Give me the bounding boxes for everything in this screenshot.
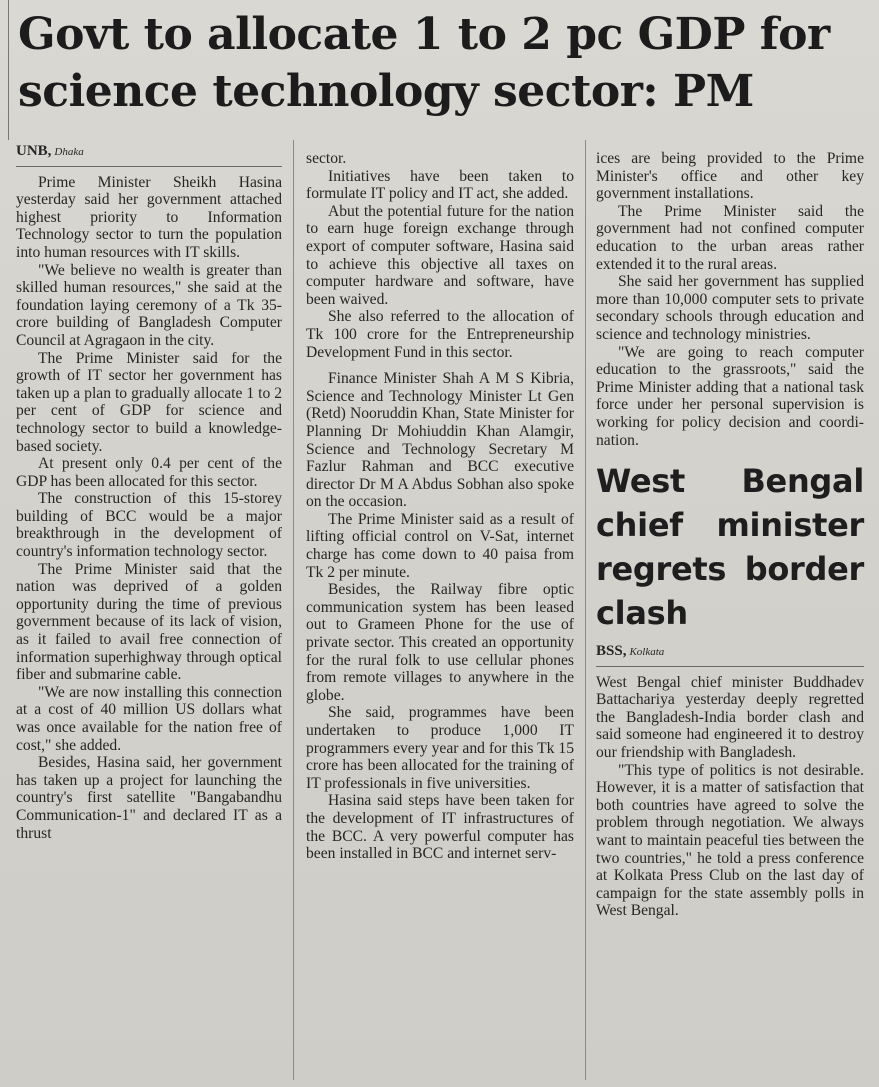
- paragraph: The Prime Minister said that the nation was deprived of a golden opportunity during the time of previous government because of its lack of vision, as it failed to avail free connection of information superhighway through optical fiber and submarine cable.: [16, 560, 282, 684]
- paragraph: Besides, the Railway fibre optic communication system has been leased out to Grameen Phone for the use of private sector. This created an opportunity for the rural folk to use cellular phones from remote villages to anywhere in the globe.: [306, 581, 574, 704]
- paragraph: "We believe no wealth is greater than skilled human resources," she said at the foundation laying ceremony of a Tk 35-crore building of Bangladesh Computer Council at Agragaon in the city.: [16, 261, 282, 349]
- paragraph: "This type of politics is not desirable. However, it is a matter of satisfaction that both countries have agreed to solve the problem through negotiation. We always want to maintain peaceful ties between the two countries," he told a press conference at Kolkata Press Club on the last day of campaign for the state assembly polls in West Bengal.: [596, 761, 864, 920]
- paragraph: At present only 0.4 per cent of the GDP has been allocated for this sector.: [16, 455, 282, 490]
- column-rule: [585, 140, 586, 1080]
- column-rule: [293, 140, 294, 1080]
- paragraph: Besides, Hasina said, her government has taken up a project for launching the country's first satellite "Bangabandhu Communication-1" and declared IT as a thrust: [16, 754, 282, 842]
- paragraph: The construction of this 15-storey building of BCC would be a major breakthrough in the development of country's information technology sector.: [16, 490, 282, 561]
- main-headline: Govt to allocate 1 to 2 pc GDP for science technology sector: PM: [18, 9, 830, 117]
- paragraph: "We are going to reach computer education to the grassroots," said the Prime Minister adding that a national task force under her personal supervision is working for policy decision and coordination.: [596, 343, 864, 449]
- byline-agency: BSS,: [596, 643, 627, 660]
- paragraph: She also referred to the allocation of Tk 100 crore for the Entrepreneurship Development Fund in this sector.: [306, 308, 574, 361]
- article2-byline: [596, 643, 864, 667]
- paragraph: She said, programmes have been undertaken to produce 1,000 IT programmers every year and for this Tk 15 crore has been allocated for the training of IT professionals in five universities.: [306, 704, 574, 792]
- article1-column-3: [596, 150, 864, 920]
- article1-byline: [16, 143, 282, 167]
- column-rule: [8, 0, 9, 140]
- paragraph: The Prime Minister said the government had not confined computer education to the urban areas rather extended it to the rural areas.: [596, 202, 864, 273]
- byline-place: Kolkata: [629, 646, 665, 659]
- paragraph: Initiatives have been taken to formulate IT policy and IT act, she added.: [306, 167, 574, 203]
- article2-headline: West Bengal chief minister regrets border clash: [596, 462, 864, 633]
- paragraph: Prime Minister Sheikh Hasina yesterday said her government attached highest priority to Information Technology sector to turn the population into human resources with IT skills.: [16, 173, 282, 261]
- byline-place: Dhaka: [54, 146, 84, 158]
- paragraph: Finance Minister Shah A M S Kibria, Science and Technology Minister Lt Gen (Retd) Nooruddin Khan, State Minister for Planning Dr Mohiuddin Khan Alamgir, Science and Technology Secretary M Fazlur Rahman and BCC executive director Dr M A Abdus Sobhan also spoke on the occasion.: [306, 370, 574, 511]
- article1-column-2: [306, 150, 574, 863]
- paragraph: sector.: [306, 150, 347, 167]
- byline-agency: UNB,: [16, 143, 52, 159]
- paragraph: Hasina said steps have been taken for the development of IT infrastructures of the BCC. A very powerful computer has been installed in BCC and internet serv-: [306, 792, 574, 863]
- paragraph: The Prime Minister said as a result of lifting official control on V-Sat, internet charge has come down to 40 paisa from Tk 2 per minute.: [306, 510, 574, 581]
- paragraph: Abut the potential future for the nation to earn huge foreign exchange through export of computer software, Hasina said to achieve this objective all taxes on computer hardware and software, have been waived.: [306, 202, 574, 308]
- article1-column-1: [16, 143, 282, 842]
- paragraph: "We are now installing this connection at a cost of 40 million US dollars what was once available for the nation free of cost," she added.: [16, 683, 282, 754]
- paragraph: West Bengal chief minister Buddhadev Battachariya yesterday deeply regretted the Bangladesh-India border clash and said someone had engineered it to destroy our friendship with Bangladesh.: [596, 673, 864, 762]
- paragraph: The Prime Minister said for the growth of IT sector her government has taken up a plan to gradually allocate 1 to 2 per cent of GDP for science and technology sector to build a knowledge-based society.: [16, 349, 282, 455]
- paragraph: She said her government has supplied more than 10,000 computer sets to private secondary schools through education and science and technology ministries.: [596, 273, 864, 343]
- paragraph: ices are being provided to the Prime Minister's office and other key government installations.: [596, 150, 864, 203]
